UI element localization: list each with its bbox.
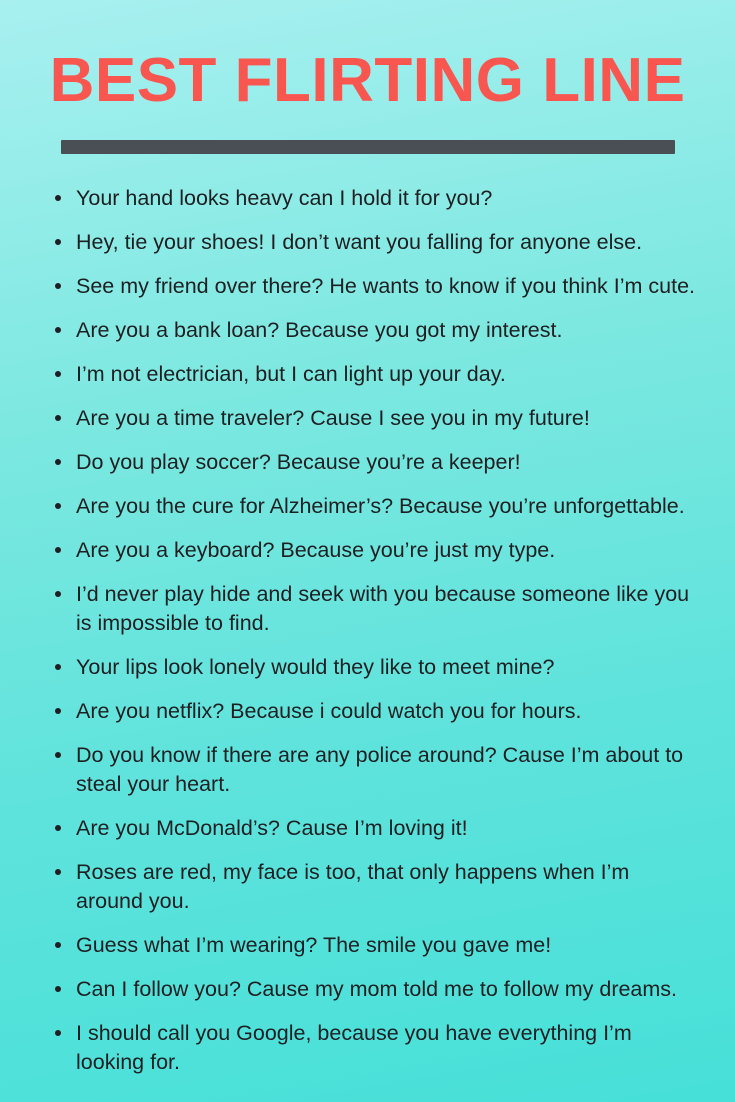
list-item: Do you know if there are any police around? Cause I’m about to steal your heart. [52,741,701,799]
list-item: Can I follow you? Cause my mom told me to follow my dreams. [52,975,701,1004]
flirting-lines-list [0,154,735,1077]
list-item: See my friend over there? He wants to know if you think I’m cute. [52,272,701,301]
list-item: I’m not electrician, but I can light up your day. [52,360,701,389]
list-item: Are you a bank loan? Because you got my interest. [52,316,701,345]
list-item: Are you a keyboard? Because you’re just my type. [52,536,701,565]
list-item: Your hand looks heavy can I hold it for you? [52,184,701,213]
title-divider [61,140,675,154]
list-item: Do you play soccer? Because you’re a keeper! [52,448,701,477]
list-item: Guess what I’m wearing? The smile you gave me! [52,931,701,960]
list-item: Are you the cure for Alzheimer’s? Because you’re unforgettable. [52,492,701,521]
list-item: Are you a time traveler? Cause I see you in my future! [52,404,701,433]
list-item: I’d never play hide and seek with you because someone like you is impossible to find. [52,580,701,638]
list-item: Your lips look lonely would they like to meet mine? [52,653,701,682]
list-item: Hey, tie your shoes! I don’t want you falling for anyone else. [52,228,701,257]
list-item: Are you netflix? Because i could watch you for hours. [52,697,701,726]
page-title: BEST FLIRTING LINE [49,46,686,115]
list-item: I should call you Google, because you have everything I’m looking for. [52,1019,701,1077]
list-item: Roses are red, my face is too, that only happens when I’m around you. [52,858,701,916]
list-item: Are you McDonald’s? Cause I’m loving it! [52,814,701,843]
